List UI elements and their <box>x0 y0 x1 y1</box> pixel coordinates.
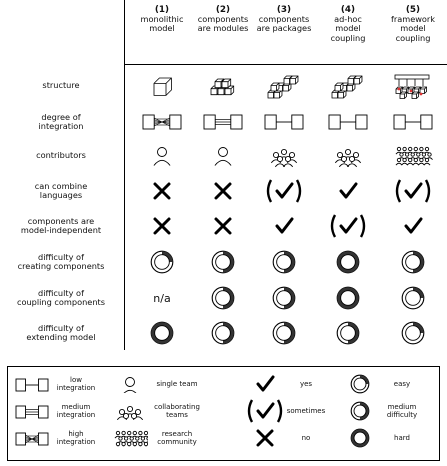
table-cell <box>256 250 312 274</box>
legend-label-line: medium <box>387 403 417 411</box>
legend-label <box>374 434 430 442</box>
medium-difficulty-icon <box>272 286 296 310</box>
table-cell <box>195 214 251 238</box>
medium-difficulty-icon <box>211 250 235 274</box>
column-label-line: ad-hoc <box>334 14 362 25</box>
table-cell <box>256 110 312 134</box>
framework-structure-icon <box>391 72 435 100</box>
medium-difficulty-icon <box>401 250 425 274</box>
legend-icon <box>245 371 285 401</box>
table-cell <box>134 144 190 168</box>
table-cell <box>134 286 190 310</box>
column-label-line: components <box>258 14 310 25</box>
table-cell <box>134 321 190 345</box>
cross-icon <box>245 425 285 451</box>
legend-label <box>284 380 328 388</box>
legend-icon <box>350 374 370 398</box>
table-cell <box>195 144 251 168</box>
legend-label <box>52 376 100 392</box>
table-cell <box>134 74 190 98</box>
easy-difficulty-icon <box>401 321 425 345</box>
legend-label-line: difficulty <box>386 411 418 419</box>
medium-difficulty-icon <box>350 401 370 421</box>
row-label <box>2 151 120 160</box>
row-label-line: extending model <box>26 331 96 342</box>
column-header <box>378 6 447 43</box>
legend-icon <box>112 375 148 397</box>
table-cell <box>320 144 376 168</box>
check-icon <box>328 178 368 204</box>
column-header <box>127 6 197 34</box>
legend-icon <box>15 404 49 423</box>
cross-icon <box>142 178 182 204</box>
legend-icon <box>245 398 285 428</box>
column-label-line: coupling <box>395 32 431 43</box>
row-label <box>2 324 120 343</box>
medium-integration-icon <box>203 114 243 130</box>
column-header <box>313 6 383 43</box>
table-cell <box>385 250 441 274</box>
medium-difficulty-icon <box>211 321 235 345</box>
legend-label-line: community <box>157 438 197 446</box>
legend-label <box>284 434 328 442</box>
legend-label-line: high <box>68 430 84 438</box>
legend-label-line: teams <box>166 411 188 419</box>
column-rule <box>124 64 447 65</box>
table-cell <box>320 74 376 98</box>
row-label-line: structure <box>42 80 80 91</box>
legend-label <box>374 403 430 419</box>
column-label-line: model <box>335 23 361 34</box>
table-cell <box>195 74 251 98</box>
legend-icon <box>15 377 49 396</box>
table-cell <box>385 74 441 98</box>
hard-difficulty-icon <box>350 428 370 448</box>
row-label-line: integration <box>38 120 84 131</box>
row-label-line: contributors <box>36 150 86 161</box>
cubes-structure-icon <box>201 72 245 100</box>
row-label-line: degree of <box>41 111 81 122</box>
single-team-icon <box>203 145 243 167</box>
medium-difficulty-icon <box>336 321 360 345</box>
high-integration-icon <box>15 432 49 446</box>
legend-label-line: integration <box>56 384 96 392</box>
row-label-line: components are <box>27 215 95 226</box>
table-cell <box>195 110 251 134</box>
table-cell <box>320 179 376 203</box>
legend-label-line: easy <box>393 380 411 388</box>
table-cell <box>256 144 312 168</box>
medium-integration-icon <box>15 405 49 419</box>
legend-label <box>374 380 430 388</box>
legend-label-line: collaborating <box>154 403 200 411</box>
legend-label-line: low <box>70 376 82 384</box>
table-cell <box>256 321 312 345</box>
table-cell <box>385 179 441 203</box>
column-number: (3) <box>276 5 292 15</box>
column-number: (2) <box>215 5 231 15</box>
legend-label-line: integration <box>56 438 96 446</box>
table-cell <box>385 110 441 134</box>
cubes-structure-icon <box>262 72 306 100</box>
hard-difficulty-icon <box>150 321 174 345</box>
legend-icon <box>350 401 370 425</box>
cubes-structure-icon <box>326 72 370 100</box>
row-label <box>2 253 120 272</box>
table-cell <box>195 179 251 203</box>
medium-difficulty-icon <box>211 286 235 310</box>
table-cell <box>320 110 376 134</box>
column-number: (1) <box>154 5 170 15</box>
single-team-icon <box>142 145 182 167</box>
row-label <box>2 289 120 308</box>
legend-label-line: sometimes <box>286 407 326 415</box>
column-header <box>188 6 258 34</box>
table-cell <box>320 286 376 310</box>
easy-difficulty-icon <box>350 374 370 394</box>
table-cell <box>195 286 251 310</box>
medium-difficulty-icon <box>272 321 296 345</box>
legend-label <box>52 430 100 446</box>
monolith-cube-icon <box>140 72 184 100</box>
table-cell <box>195 250 251 274</box>
parenthesized-check-icon <box>245 398 285 424</box>
table-cell <box>134 214 190 238</box>
legend-label-line: single team <box>156 380 198 388</box>
legend-label-line: hard <box>394 434 410 442</box>
row-label-line: model-independent <box>20 224 102 235</box>
column-label-line: monolithic <box>140 14 184 25</box>
row-label-line: difficulty of <box>38 251 84 262</box>
low-integration-icon <box>264 114 304 130</box>
legend-label <box>52 403 100 419</box>
low-integration-icon <box>393 114 433 130</box>
column-label-line: model <box>400 23 426 34</box>
table-cell <box>134 250 190 274</box>
parenthesized-check-icon <box>264 178 304 204</box>
table-cell <box>195 321 251 345</box>
row-label-line: creating components <box>17 260 105 271</box>
legend-icon <box>112 429 148 451</box>
legend-label <box>148 380 206 388</box>
table-cell <box>385 321 441 345</box>
column-label-line: model <box>149 23 175 34</box>
table-cell <box>256 214 312 238</box>
low-integration-icon <box>328 114 368 130</box>
row-label-line: can combine <box>34 180 88 191</box>
parenthesized-check-icon <box>393 178 433 204</box>
row-label <box>2 217 120 236</box>
collaborating-teams-icon <box>328 145 368 167</box>
legend-icon <box>112 402 148 424</box>
cross-icon <box>203 213 243 239</box>
table-cell <box>256 286 312 310</box>
table-cell <box>134 179 190 203</box>
legend-label-line: integration <box>56 411 96 419</box>
legend-label <box>284 407 328 415</box>
table-cell <box>385 214 441 238</box>
row-label <box>2 113 120 132</box>
legend-label <box>148 430 206 446</box>
legend-icon <box>350 428 370 452</box>
legend-label-line: yes <box>299 380 313 388</box>
medium-difficulty-icon <box>272 250 296 274</box>
check-icon <box>264 213 304 239</box>
collaborating-teams-icon <box>112 402 148 420</box>
row-label-line: coupling components <box>16 296 106 307</box>
row-label-line: difficulty of <box>38 287 84 298</box>
legend-icon <box>245 425 285 455</box>
research-community-icon <box>393 145 433 167</box>
cross-icon <box>142 213 182 239</box>
legend-label <box>148 403 206 419</box>
column-label-line: framework <box>390 14 436 25</box>
table-cell <box>134 110 190 134</box>
table-cell <box>320 214 376 238</box>
column-label-line: are packages <box>256 23 312 34</box>
column-number: (5) <box>405 5 421 15</box>
legend-label-line: no <box>301 434 311 442</box>
header-rule <box>124 0 125 350</box>
check-icon <box>393 213 433 239</box>
legend-label-line: research <box>161 430 193 438</box>
hard-difficulty-icon <box>336 286 360 310</box>
table-cell <box>320 321 376 345</box>
row-label <box>2 81 120 90</box>
check-icon <box>245 371 285 397</box>
not-applicable-text: n/a <box>153 291 171 305</box>
column-label-line: components <box>197 14 249 25</box>
legend-icon <box>15 431 49 450</box>
table-cell <box>385 144 441 168</box>
table-cell <box>256 74 312 98</box>
single-team-icon <box>112 375 148 393</box>
row-label <box>2 182 120 201</box>
column-number: (4) <box>340 5 356 15</box>
research-community-icon <box>112 429 148 447</box>
high-integration-icon <box>142 114 182 130</box>
table-cell <box>320 250 376 274</box>
hard-difficulty-icon <box>336 250 360 274</box>
table-cell <box>385 286 441 310</box>
easy-difficulty-icon <box>150 250 174 274</box>
table-cell <box>256 179 312 203</box>
column-label-line: are modules <box>197 23 249 34</box>
column-header <box>249 6 319 34</box>
cross-icon <box>203 178 243 204</box>
easy-difficulty-icon <box>401 286 425 310</box>
row-label-line: languages <box>39 189 83 200</box>
column-label-line: coupling <box>330 32 366 43</box>
collaborating-teams-icon <box>264 145 304 167</box>
legend-label-line: medium <box>61 403 91 411</box>
low-integration-icon <box>15 378 49 392</box>
parenthesized-check-icon <box>328 213 368 239</box>
row-label-line: difficulty of <box>38 322 84 333</box>
